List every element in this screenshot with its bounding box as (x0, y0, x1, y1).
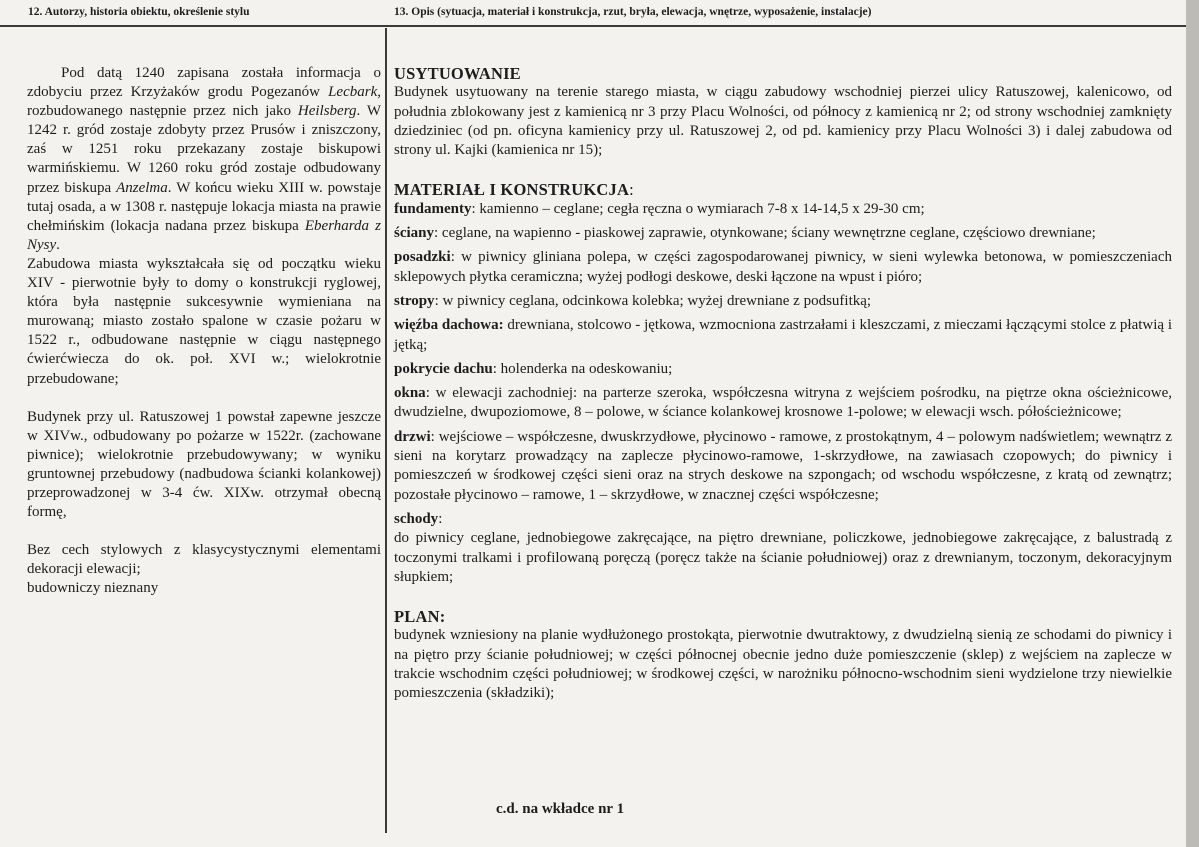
history-column (27, 64, 381, 598)
item-schody-text: do piwnicy ceglane, jednobiegowe zakręcające, na piętro drewniane, policzkowe, jednobiegowe zakręcające, z balustradą z toczonymi tralkami i profilowaną poręczą (poręcz także na ścianie południowej) oraz z drewnianym, toczonym, dekoracyjnym słupkiem; (394, 530, 1172, 585)
left-column-header: 12. Autorzy, historia obiektu, określenie stylu (28, 6, 250, 18)
history-italic-name: Heilsberg (297, 103, 357, 120)
right-column-header: 13. Opis (sytuacja, materiał i konstrukcja, rzut, bryła, elewacja, wnętrze, wyposażenie, instalacje) (394, 6, 872, 18)
building-history-paragraph: Budynek przy ul. Ratuszowej 1 powstał zapewne jeszcze w XIVw., odbudowany po pożarze w 1522r. (zachowane piwnice); wielokrotnie przebudowywany; w wyniku gruntownej przebudowy (nadbudowa ścianki kolankowej) przeprowadzonej w 3-4 ćw. XIXw. otrzymał obecną formę, (27, 408, 381, 521)
section-title-usytuowanie: USYTUOWANIE (394, 64, 521, 83)
header-rule (0, 25, 1186, 27)
history-text: . W 1242 r. gród zostaje zdobyty przez Prusów i zniszczony, zaś w 1251 roku przekazany zostaje biskupowi warmińskiemu. W 1260 roku gród zostaje odbudowany przez biskupa (27, 103, 381, 196)
history-italic-name: Eberharda z Nysy (27, 217, 381, 253)
item-fundamenty: fundamenty: kamienno – ceglane; cegła ręczna o wymiarach 7-8 x 14-14,5 x 29-30 cm; (394, 200, 925, 217)
history-text: . (56, 236, 60, 253)
item-drzwi: drzwi: wejściowe – współczesne, dwuskrzydłowe, płycinowo - ramowe, z prostokątnym, 4 – polowym nadświetlem; wewnątrz z sieni na korytarz prowadzący na zaplecze płycinowo-ramowe, 1-skrzydłowe, na zawiasach czopowych; do piwnicy i pomieszczeń w środkowej części sieni oraz na strych deskowe na szpongach; od wschodu współczesne, z kratą od zewnątrz; pozostałe płycinowo – ramowe, 1 – skrzydłowe, w znacznej części współczesne; (394, 428, 1172, 503)
section-title-plan: PLAN: (394, 607, 446, 627)
item-okna: okna: w elewacji zachodniej: na parterze szeroka, współczesna witryna z wejściem pośrodku, na piętrze okna ościeżnicowe, dwudzielne, dwupoziomowe, 8 – polowe, w ściance kolankowej krosnowe 1-polowe; w elewacji wsch. półościeżnicowe; (394, 385, 1172, 421)
description-column (394, 64, 1172, 704)
history-italic-name: Anzelma (116, 179, 168, 196)
history-text: , rozbudowanego następnie przez nich jako (27, 84, 381, 120)
style-paragraph: Bez cech stylowych z klasycystycznymi elementami dekoracji elewacji; (27, 542, 381, 578)
continuation-note: c.d. na wkładce nr 1 (496, 801, 625, 817)
usytuowanie-text: Budynek usytuowany na terenie starego miasta, w ciągu zabudowy wschodniej pierzei ulicy Ratuszowej, kalenicowo, od południa zblokowany jest z kamienicą nr 3 przy Placu Wolności, od północy z kamienicą nr 2; od strony wschodniej zamknięty dziedziniec (od pn. oficyna kamienicy przy ul. Ratuszowej 2, od pd. kamienicy przy Placu Wolności 3) i dalej zabudowa od strony ul. Kajki (kamienica nr 15); (394, 84, 1172, 159)
history-paragraph-2: Zabudowa miasta wykształcała się od początku wieku XIV - pierwotnie były to domy o konstrukcji ryglowej, która była następnie sukcesywnie wymieniana na murowaną; miasto zostało spalone w czasie pożaru w 1522 r., odbudowane następnie w ciągu następnego ćwierćwiecza do ok. poł. XVI w.; wielokrotnie przebudowane; (27, 255, 381, 387)
history-italic-name: Lecbark (328, 84, 378, 101)
scan-edge (1186, 0, 1199, 847)
builder-line: budowniczy nieznany (27, 580, 159, 597)
history-text: Pod datą 1240 zapisana została informacja o zdobyciu przez Krzyżaków grodu Pogezanów (27, 65, 381, 101)
item-pokrycie: pokrycie dachu: holenderka na odeskowaniu; (394, 360, 673, 377)
item-sciany: ściany: ceglane, na wapienno - piaskowej zaprawie, otynkowane; ściany wewnętrzne ceglane, częściowo drewniane; (394, 225, 1096, 242)
history-paragraph-1 (27, 64, 381, 255)
item-posadzki: posadzki: w piwnicy gliniana polepa, w części zagospodarowanej piwnicy, w sieni wylewka betonowa, w pomieszczeniach sklepowych płytka ceramiczna; wyżej podłogi deskowe, deski łączone na wpust i pióro; (394, 249, 1172, 285)
item-schody-label: schody: (394, 510, 443, 527)
section-title-material: MATERIAŁ I KONSTRUKCJA: (394, 180, 634, 200)
plan-text: budynek wzniesiony na planie wydłużonego prostokąta, pierwotnie dwutraktowy, z dwudzielną sienią ze schodami do piwnicy i na piętro przy ścianie południowej; w części północnej obecnie jedno duże pomieszczenie (sklep) z wejściem na zaplecze w trakcie wschodnim części południowej; w środkowej części, w narożniku północno-wschodnim sieni wydzielone trzy niewielkie pomieszczenia (składziki); (394, 627, 1172, 702)
column-divider (385, 28, 387, 833)
item-wiezba: więźba dachowa: drewniana, stolcowo - jętkowa, wzmocniona zastrzałami i kleszczami, z mieczami łączącymi stolce z płatwią i jętką; (394, 317, 1172, 353)
item-stropy: stropy: w piwnicy ceglana, odcinkowa kolebka; wyżej drewniane z podsufitką; (394, 292, 872, 309)
history-text: . W końcu wieku XIII w. powstaje tutaj osada, a w 1308 r. następuje lokacja miasta na prawie chełmińskim (lokacja nadana przez biskupa (27, 179, 381, 234)
